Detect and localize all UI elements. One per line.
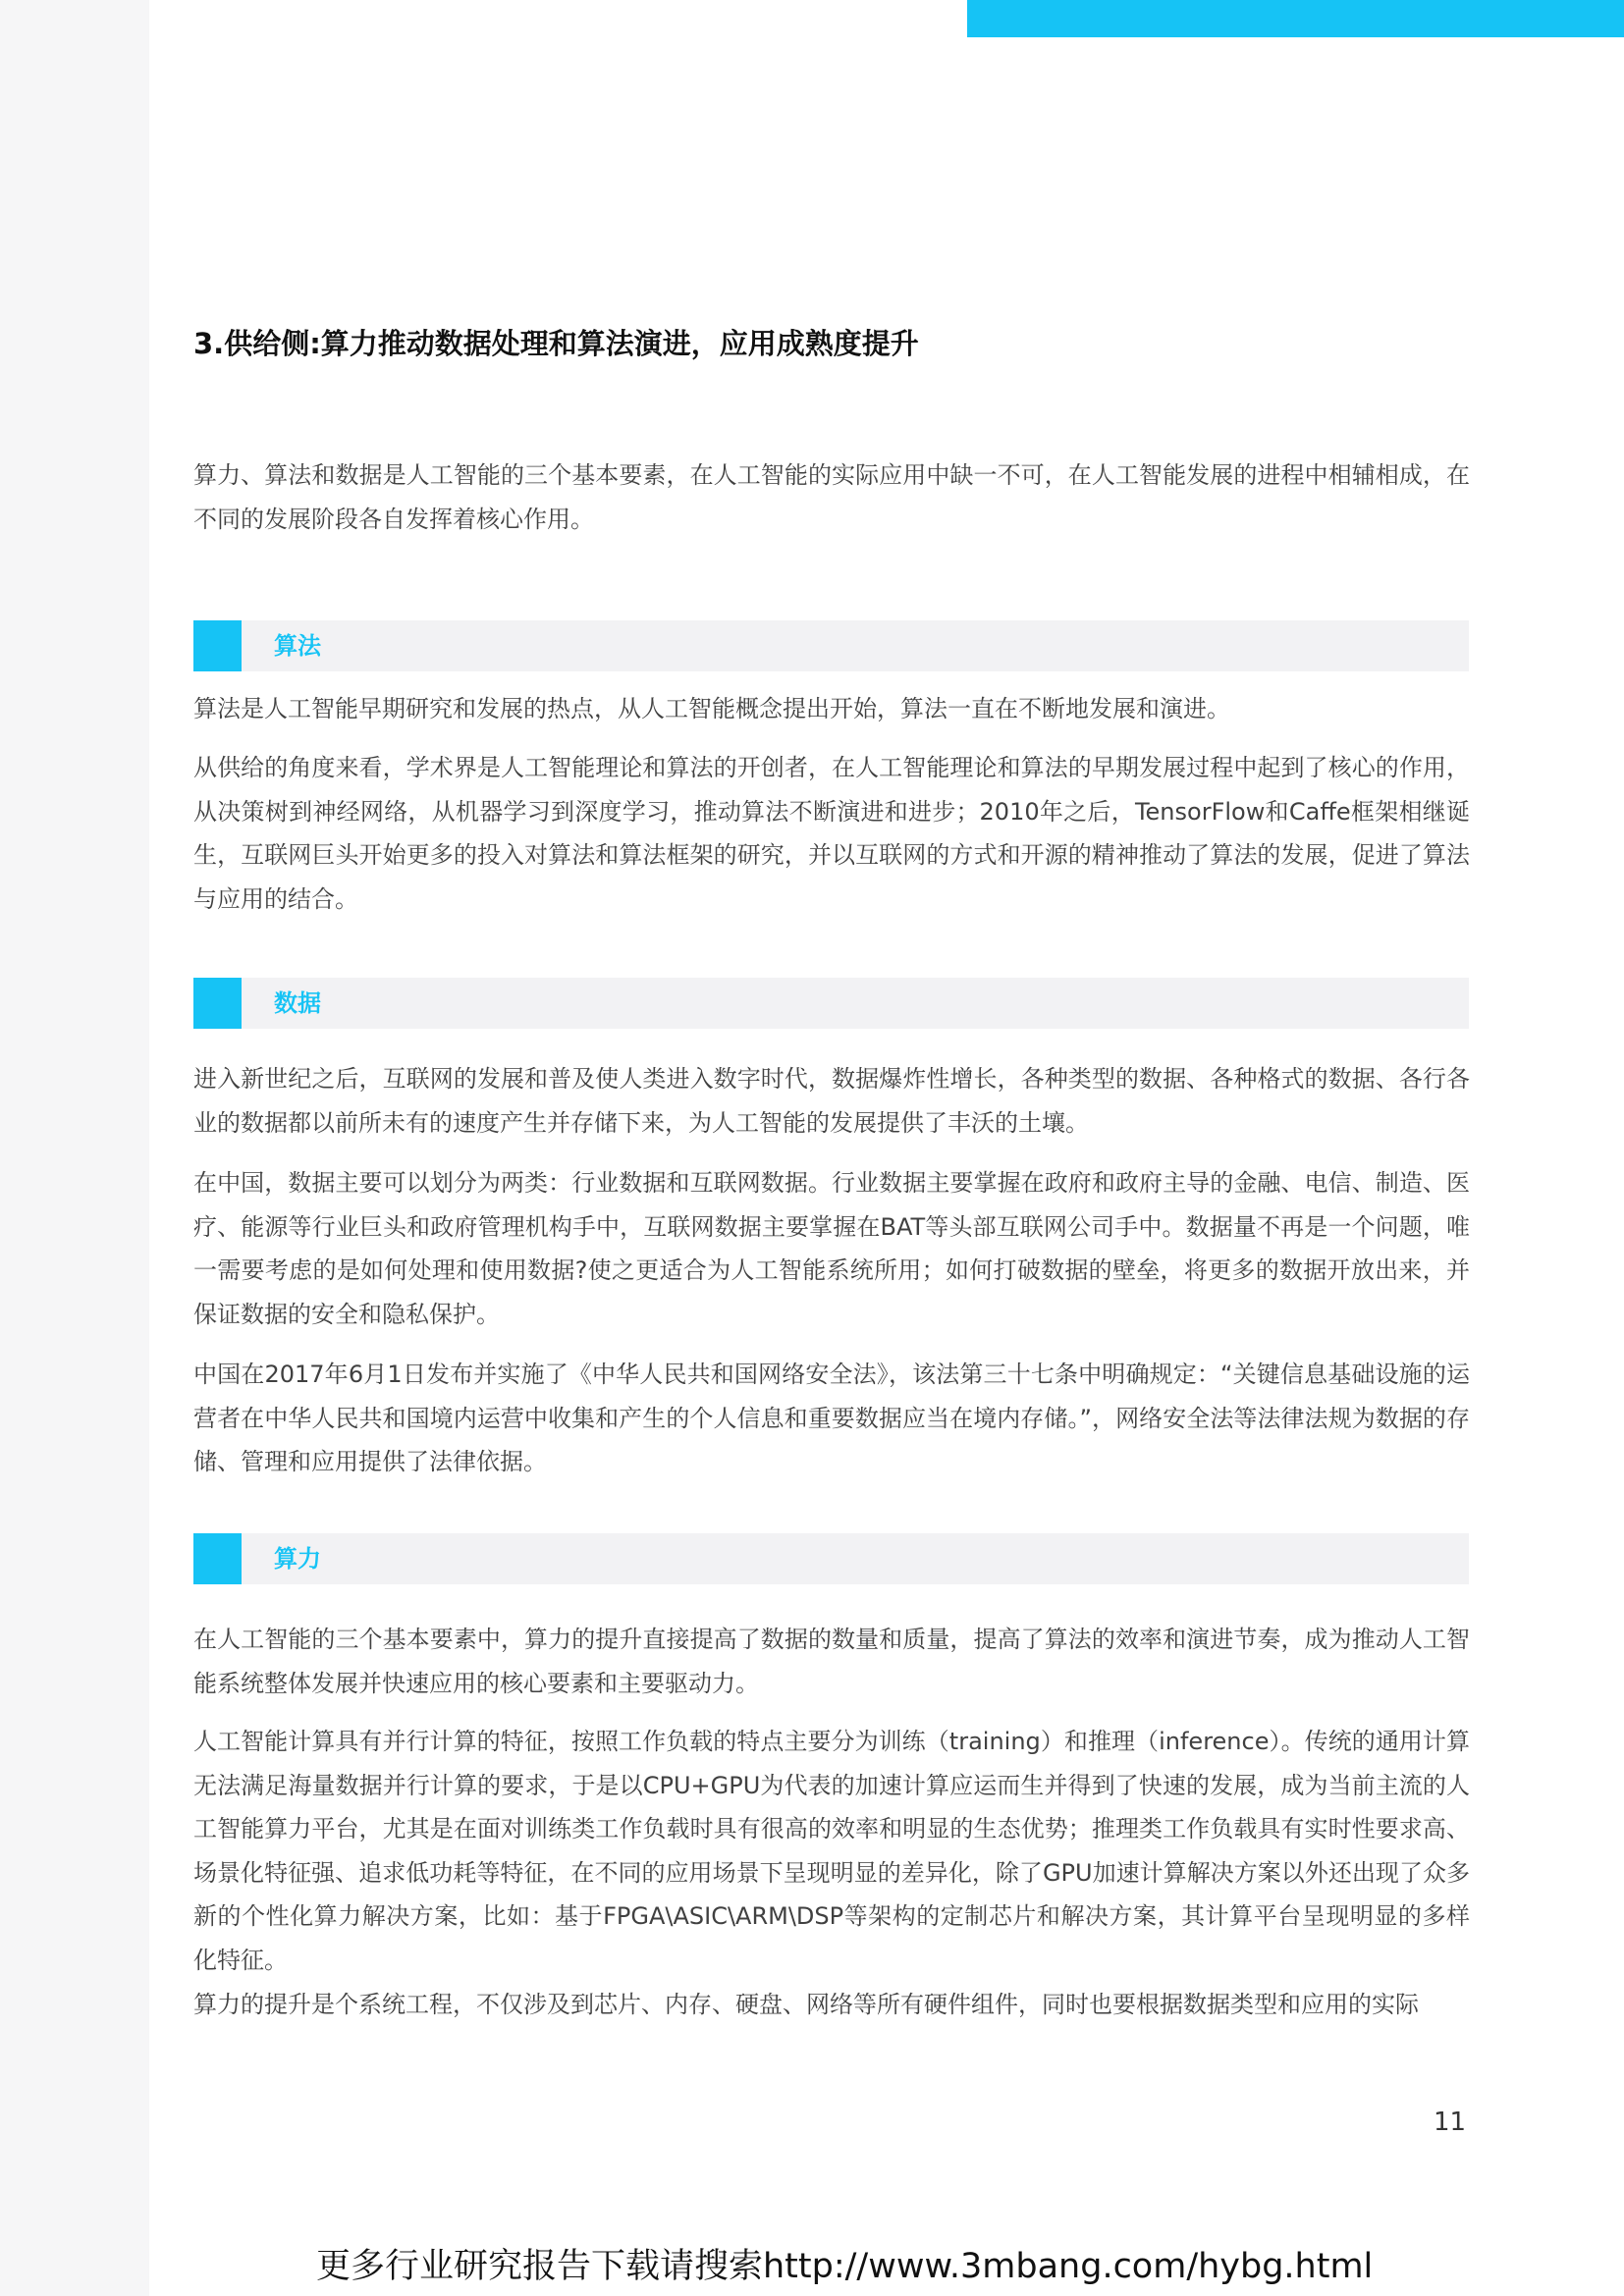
subheading-label: 算法 [274, 632, 321, 660]
compute-paragraph-3: 算力的提升是个系统工程，不仅涉及到芯片、内存、硬盘、网络等所有硬件组件，同时也要根据数据类型和应用的实际 [193, 1991, 1419, 2018]
data-paragraph-3: 中国在2017年6月1日发布并实施了《中华人民共和国网络安全法》，该法第三十七条中明确规定：“关键信息基础设施的运营者在中华人民共和国境内运营中收集和产生的个人信息和重要数据应当在境内存储。”，网络安全法等法律法规为数据的存储、管理和应用提供了法律依据。 [193, 1361, 1470, 1475]
page-margin-strip [0, 0, 149, 2296]
top-accent-bar [967, 0, 1624, 37]
page-number: 11 [1434, 2108, 1467, 2137]
compute-paragraph-2: 人工智能计算具有并行计算的特征，按照工作负载的特点主要分为训练（training）和推理（inference）。传统的通用计算无法满足海量数据并行计算的要求，于是以CPU+GPU为代表的加速计算应运而生并得到了快速的发展，成为当前主流的人工智能算力平台，尤其是在面对训练类工作负载时具有很高的效率和明显的生态优势；推理类工作负载具有实时性要求高、场景化特征强、追求低功耗等特征，在不同的应用场景下呈现明显的差异化，除了GPU加速计算解决方案以外还出现了众多新的个性化算力解决方案，比如：基于FPGA\ASIC\ARM\DSP等架构的定制芯片和解决方案，其计算平台呈现明显的多样化特征。 [193, 1728, 1470, 1974]
subheading-label: 算力 [274, 1545, 321, 1573]
algorithm-paragraph-2: 从供给的角度来看，学术界是人工智能理论和算法的开创者，在人工智能理论和算法的早期发展过程中起到了核心的作用，从决策树到神经网络，从机器学习到深度学习，推动算法不断演进和进步；2010年之后，TensorFlow和Caffe框架相继诞生，互联网巨头开始更多的投入对算法和算法框架的研究，并以互联网的方式和开源的精神推动了算法的发展，促进了算法与应用的结合。 [193, 754, 1470, 913]
subheading-marker [193, 620, 242, 671]
algorithm-paragraph-1: 算法是人工智能早期研究和发展的热点，从人工智能概念提出开始，算法一直在不断地发展和演进。 [193, 695, 1230, 722]
subheading-data [193, 978, 1469, 1029]
data-paragraph-2: 在中国，数据主要可以划分为两类：行业数据和互联网数据。行业数据主要掌握在政府和政府主导的金融、电信、制造、医疗、能源等行业巨头和政府管理机构手中，互联网数据主要掌握在BAT等头部互联网公司手中。数据量不再是一个问题，唯一需要考虑的是如何处理和使用数据?使之更适合为人工智能系统所用；如何打破数据的壁垒，将更多的数据开放出来，并保证数据的安全和隐私保护。 [193, 1169, 1470, 1328]
intro-paragraph: 算力、算法和数据是人工智能的三个基本要素，在人工智能的实际应用中缺一不可，在人工智能发展的进程中相辅相成，在不同的发展阶段各自发挥着核心作用。 [193, 461, 1470, 533]
subheading-label: 数据 [274, 989, 321, 1017]
subheading-algorithm [193, 620, 1469, 671]
subheading-marker [193, 1533, 242, 1584]
section-title: 3.供给侧:算力推动数据处理和算法演进，应用成熟度提升 [193, 327, 919, 360]
subheading-marker [193, 978, 242, 1029]
compute-paragraph-1: 在人工智能的三个基本要素中，算力的提升直接提高了数据的数量和质量，提高了算法的效率和演进节奏，成为推动人工智能系统整体发展并快速应用的核心要素和主要驱动力。 [193, 1626, 1470, 1697]
data-paragraph-1: 进入新世纪之后，互联网的发展和普及使人类进入数字时代，数据爆炸性增长，各种类型的数据、各种格式的数据、各行各业的数据都以前所未有的速度产生并存储下来，为人工智能的发展提供了丰沃的土壤。 [193, 1065, 1470, 1137]
subheading-compute [193, 1533, 1469, 1584]
footer-download-notice: 更多行业研究报告下载请搜索http://www.3mbang.com/hybg.html [316, 2247, 1374, 2286]
